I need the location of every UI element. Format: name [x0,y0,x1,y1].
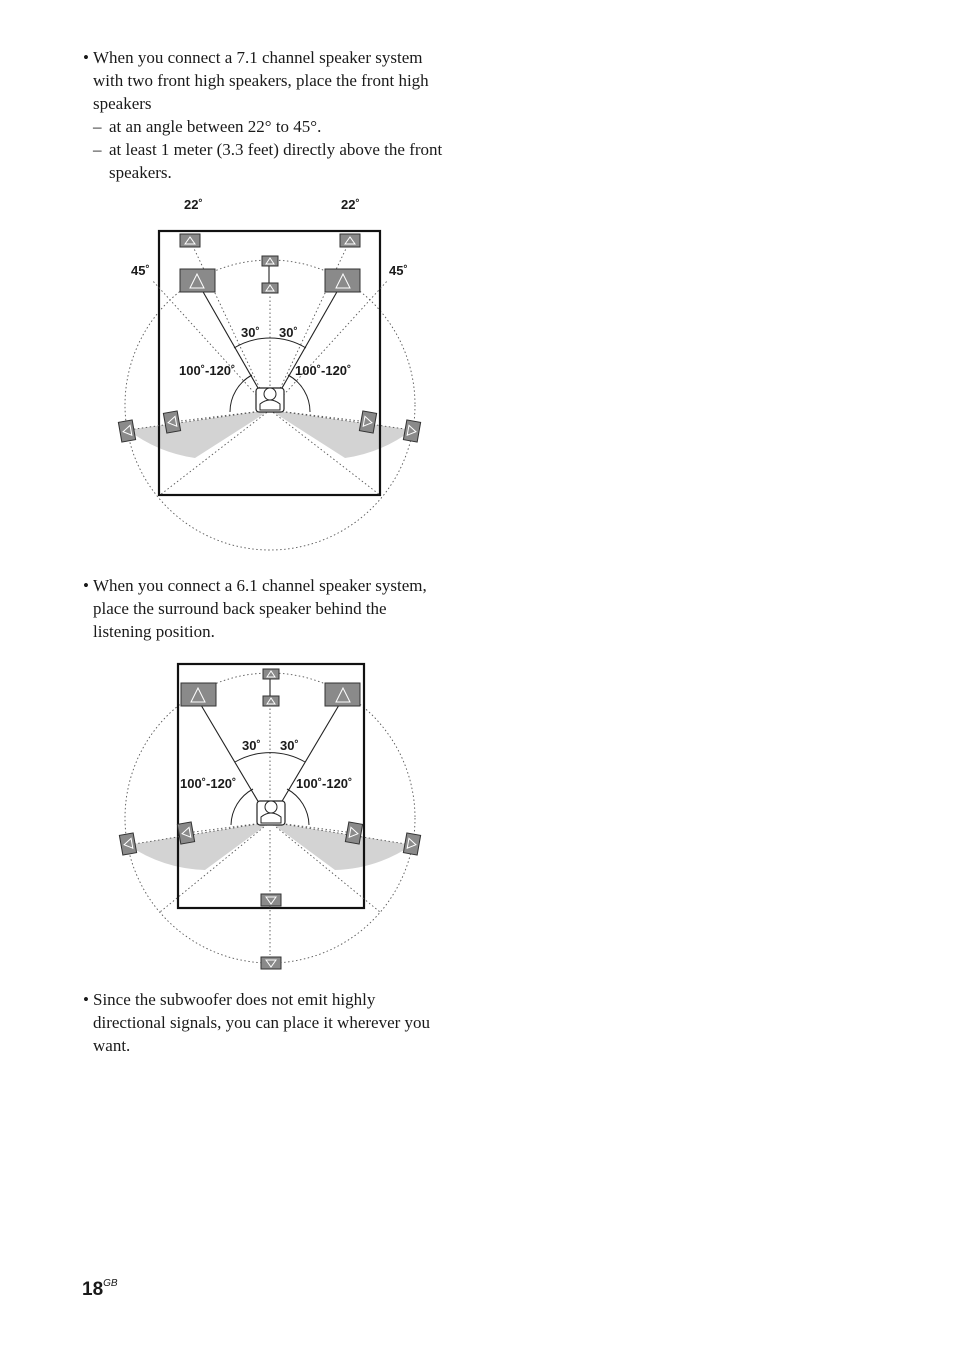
text-line: at an angle between 22° to 45°. [109,117,322,136]
sub-item [83,138,442,184]
angle-label-30-right: 30˚ [280,738,299,753]
angle-arc-right [288,375,310,412]
text-line: place the surround back speaker behind the [93,599,387,618]
front-right-line [278,700,342,808]
section-6-1-text [83,574,427,643]
front-right-speaker [325,683,360,706]
bullet-mark: • [83,48,89,67]
surround-right-outer-speaker [403,420,420,442]
bullet-item [83,988,430,1057]
surround-left-inner-speaker [163,411,180,433]
section-subwoofer-text [83,988,430,1057]
bullet-item [83,46,442,115]
guide-line [152,280,270,410]
range-label-right: 100˚-120˚ [296,776,353,791]
sub-item [83,115,442,138]
range-label-right: 100˚-120˚ [295,363,352,378]
surround-left-outer-speaker [118,420,135,442]
angle-label-22-left: 22˚ [184,197,203,212]
text-line: with two front high speakers, place the front high [93,71,429,90]
page-number [82,1279,118,1301]
surround-left-inner-speaker [177,822,194,844]
surround-zone-left [128,410,270,458]
front-high-right-speaker [340,234,360,247]
surround-zone-right [270,822,412,870]
text-line: listening position. [93,622,215,641]
text-line: speakers. [109,163,172,182]
listener-icon [257,801,285,825]
center-speaker-lower [263,696,279,706]
speaker-diagram-7-1 [0,190,480,560]
front-left-speaker [180,269,215,292]
text-line: directional signals, you can place it wherever you [93,1013,431,1032]
text-line: Since the subwoofer does not emit highly [93,990,376,1009]
front-high-left-speaker [180,234,200,247]
angle-label-30-right: 30˚ [279,325,298,340]
front-left-line [198,700,262,808]
center-speaker-upper [263,669,279,679]
speaker-diagram-6-1 [0,655,480,975]
bullet-item [83,574,427,643]
surround-left-outer-speaker [119,833,136,855]
text-line: at least 1 meter (3.3 feet) directly above the front [109,140,443,159]
bullet-mark: • [83,576,89,595]
text-line: When you connect a 6.1 channel speaker system, [93,576,427,595]
angle-label-45-right: 45˚ [389,263,408,278]
angle-arc-left [230,375,252,412]
surround-back-speaker-outer [261,957,281,969]
listener-icon [256,388,284,412]
surround-right-inner-speaker [359,411,376,433]
text-line: want. [93,1036,131,1055]
angle-arc-right [287,789,309,825]
center-speaker-lower [262,283,278,293]
bullet-mark: • [83,990,89,1009]
surround-right-inner-speaker [345,822,362,844]
angle-label-45-left: 45˚ [131,263,150,278]
dash-mark: – [93,117,102,136]
center-speaker-upper [262,256,278,266]
angle-label-30-left: 30˚ [242,738,261,753]
surround-zone-left [128,822,270,870]
surround-zone-right [270,410,412,458]
page-region-code: GB [103,1278,118,1289]
angle-arc-left [231,789,253,825]
front-right-speaker [325,269,360,292]
surround-right-outer-speaker [403,833,420,855]
dash-mark: – [93,140,102,159]
angle-label-30-left: 30˚ [241,325,260,340]
front-left-speaker [181,683,216,706]
range-label-left: 100˚-120˚ [179,363,236,378]
range-label-left: 100˚-120˚ [180,776,237,791]
page-number-value: 18 [82,1279,104,1300]
section-7-1-text [83,46,442,184]
text-line: speakers [93,94,152,113]
angle-label-22-right: 22˚ [341,197,360,212]
text-line: When you connect a 7.1 channel speaker system [93,48,423,67]
surround-back-speaker-inner [261,894,281,906]
guide-line [270,280,388,410]
